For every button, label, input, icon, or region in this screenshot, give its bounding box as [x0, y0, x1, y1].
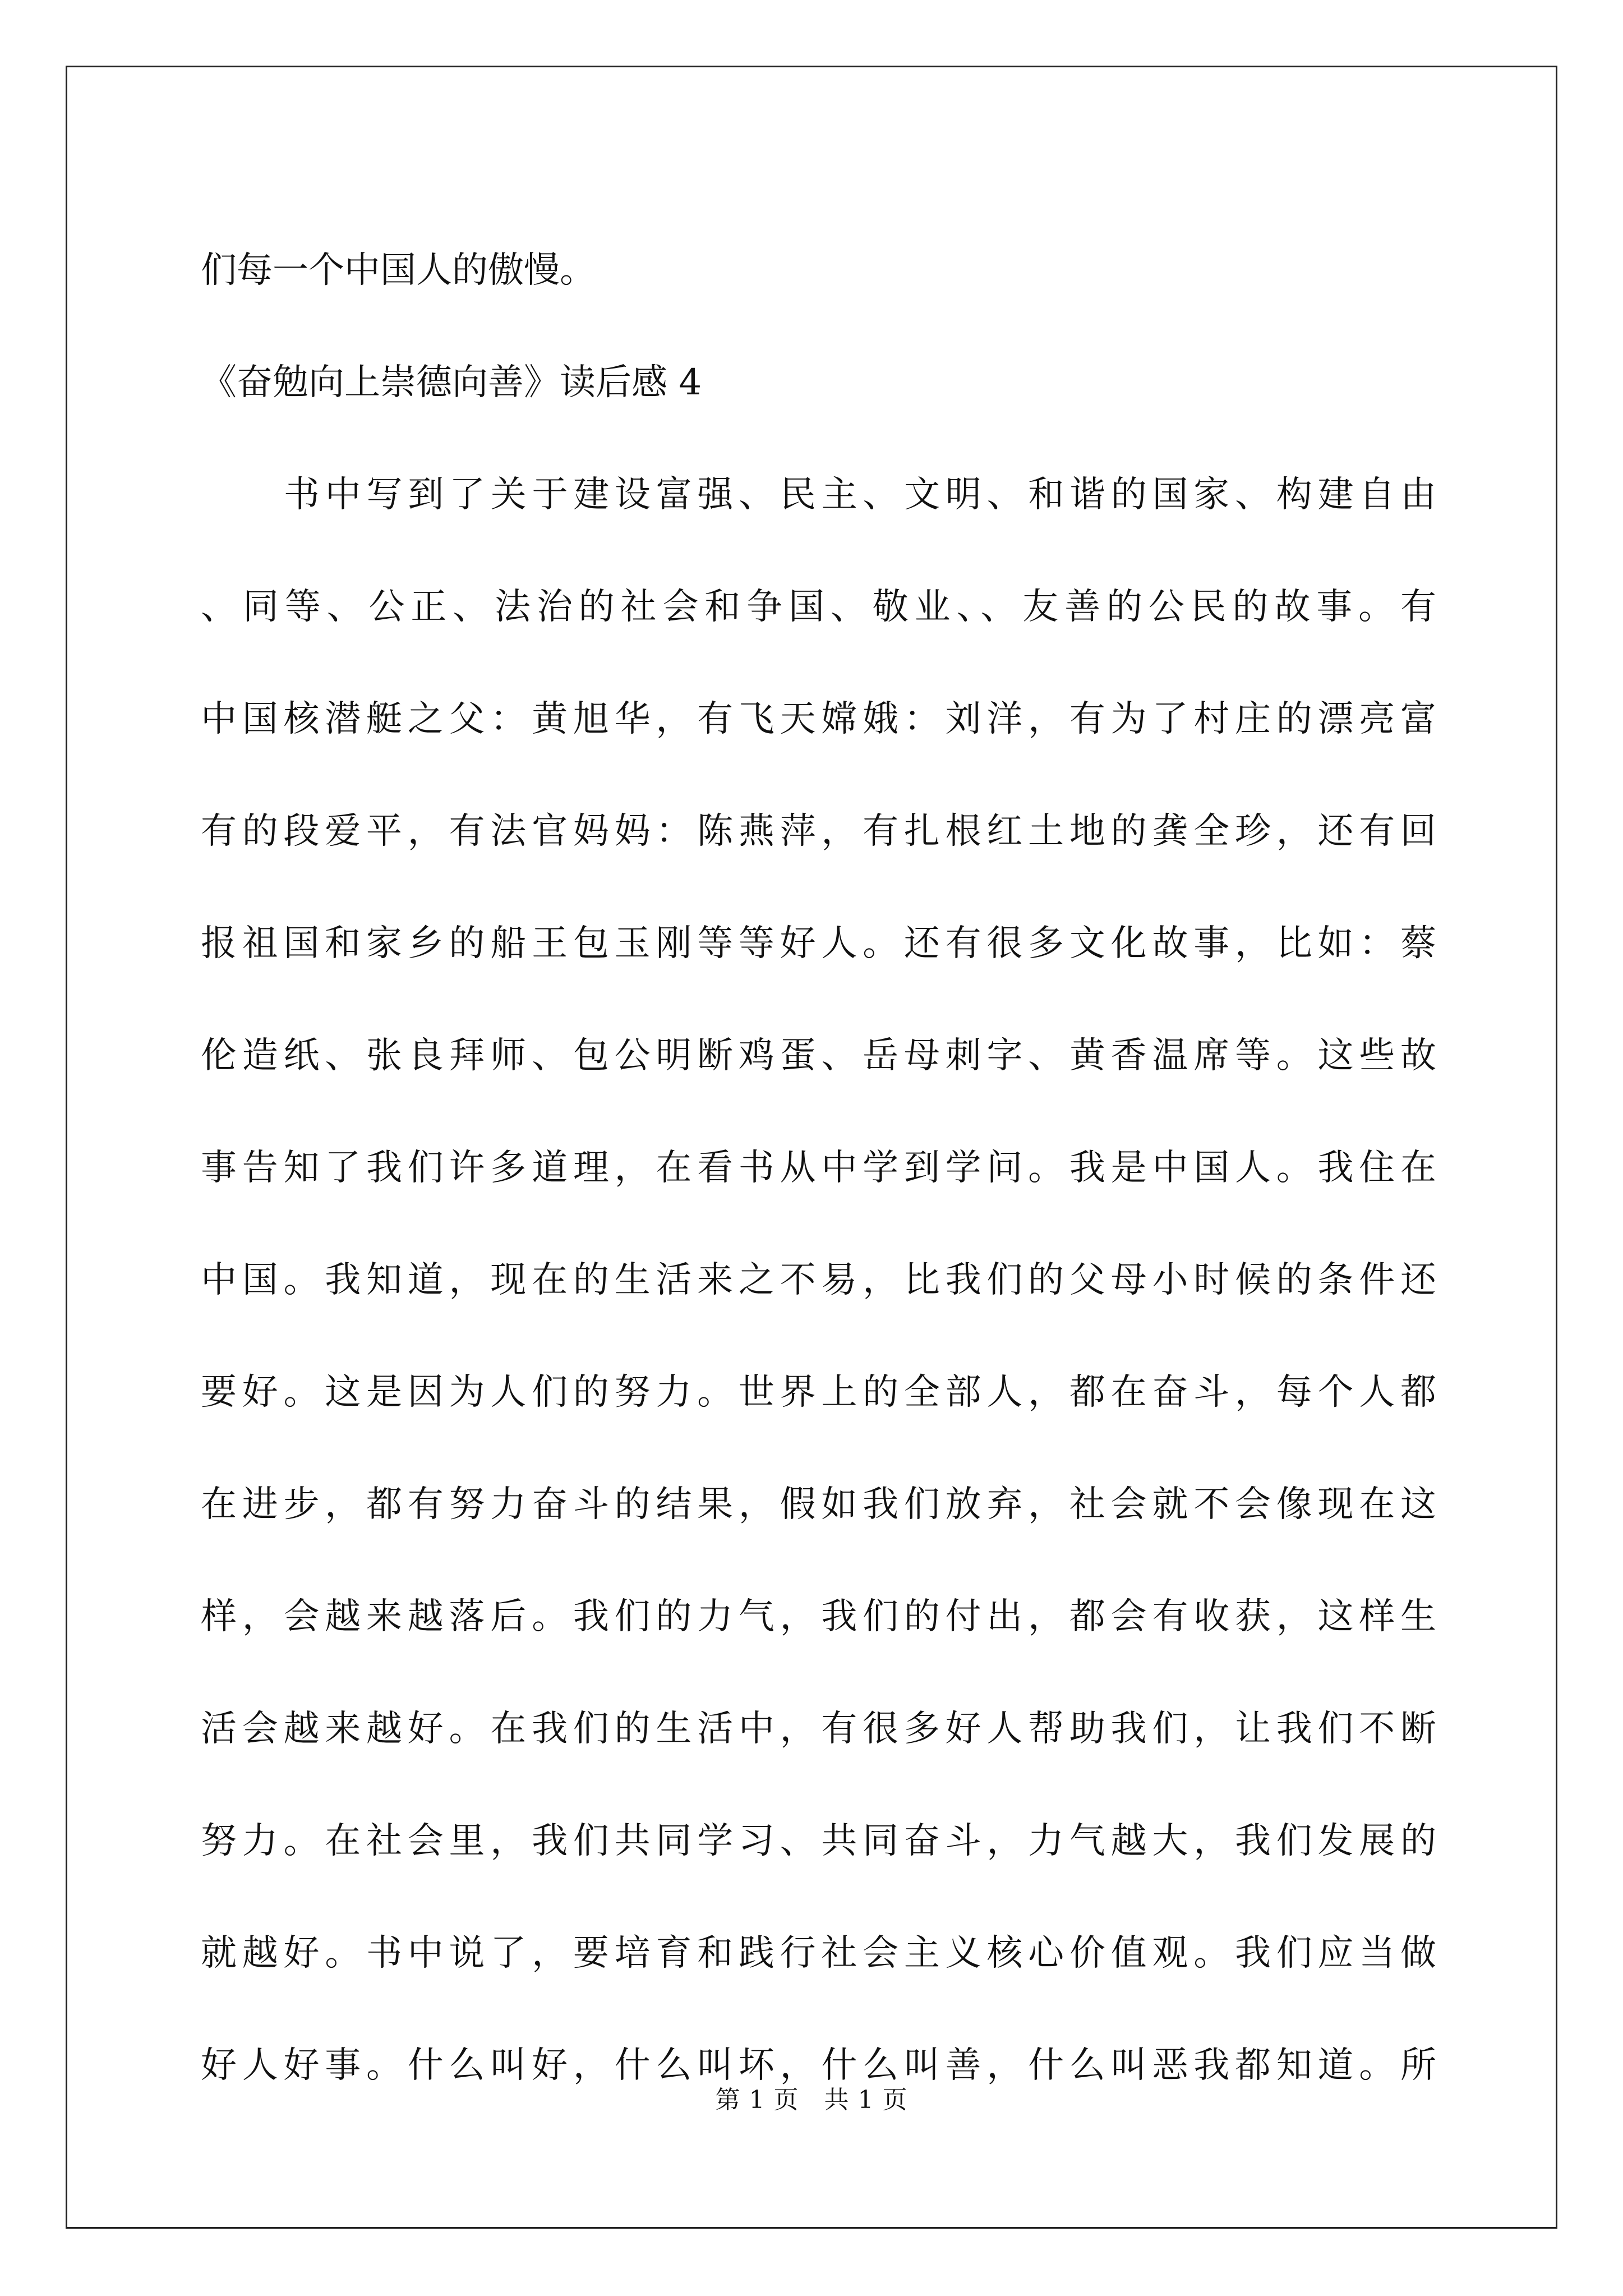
text-line: 事告知了我们许多道理，在看书从中学到学问。我是中国人。我住在 [201, 1147, 1436, 1189]
text-line: 报祖国和家乡的船王包玉刚等等好人。还有很多文化故事，比如：蔡 [201, 923, 1436, 964]
text-line: 有的段爱平，有法官妈妈：陈燕萍，有扎根红土地的龚全珍，还有回 [201, 811, 1436, 852]
text-line: 就越好。书中说了，要培育和践行社会主义核心价值观。我们应当做 [201, 1932, 1436, 1974]
text-line: 好人好事。什么叫好，什么叫坏，什么叫善，什么叫恶我都知道。所 [201, 2045, 1436, 2086]
text-line: 中国。我知道，现在的生活来之不易，比我们的父母小时候的条件还 [201, 1259, 1436, 1301]
text-line: 要好。这是因为人们的努力。世界上的全部人，都在奋斗，每个人都 [201, 1372, 1436, 1413]
section-title: 《奋勉向上崇德向善》读后感 4 [201, 362, 702, 403]
text-line: 活会越来越好。在我们的生活中，有很多好人帮助我们，让我们不断 [201, 1708, 1436, 1750]
text-line: 在进步，都有努力奋斗的结果，假如我们放弃，社会就不会像现在这 [201, 1484, 1436, 1525]
text-line: 、同等、公正、法治的社会和争国、敬业、、友善的公民的故事。有 [201, 586, 1436, 628]
text-line: 中国核潜艇之父：黄旭华，有飞天嫦娥：刘洋，有为了村庄的漂亮富 [201, 698, 1436, 740]
text-line: 书中写到了关于建设富强、民主、文明、和谐的国家、构建自由 [284, 474, 1436, 516]
document-body [201, 214, 1436, 2122]
text-line: 们每一个中国人的傲慢。 [201, 250, 596, 291]
page-number-footer: 第 1 页 共 1 页 [715, 2086, 908, 2114]
text-line: 样，会越来越落后。我们的力气，我们的付出，都会有收获，这样生 [201, 1596, 1436, 1637]
text-line: 伦造纸、张良拜师、包公明断鸡蛋、岳母刺字、黄香温席等。这些故 [201, 1035, 1436, 1076]
text-line: 努力。在社会里，我们共同学习、共同奋斗，力气越大，我们发展的 [201, 1820, 1436, 1862]
